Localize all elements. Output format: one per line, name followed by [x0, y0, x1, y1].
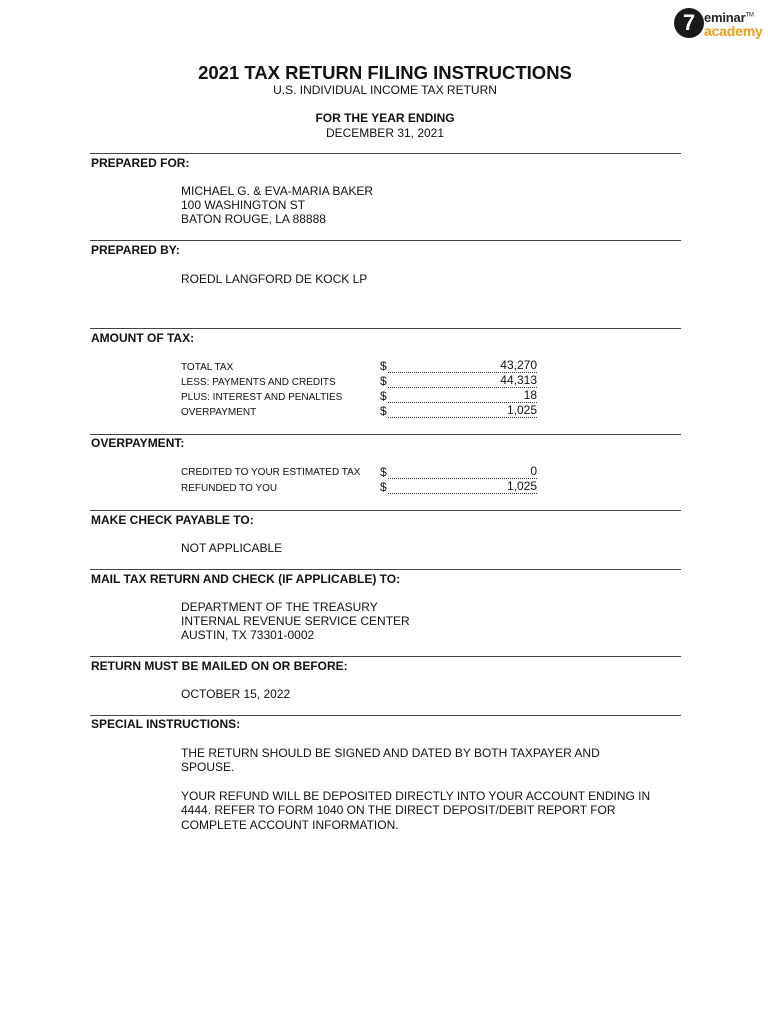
- amount-of-tax-heading: AMOUNT OF TAX:: [91, 331, 195, 345]
- document-subtitle: U.S. INDIVIDUAL INCOME TAX RETURN: [273, 83, 497, 97]
- currency-symbol: $: [380, 404, 387, 418]
- mail-to-line-2: INTERNAL REVENUE SERVICE CENTER: [181, 614, 410, 628]
- year-ending-heading: FOR THE YEAR ENDING: [315, 111, 455, 125]
- credited-estimated-label: CREDITED TO YOUR ESTIMATED TAX: [181, 467, 361, 478]
- section-divider: [90, 510, 681, 511]
- mail-by-heading: RETURN MUST BE MAILED ON OR BEFORE:: [91, 659, 348, 673]
- section-divider: [90, 153, 681, 154]
- check-payable-value: NOT APPLICABLE: [181, 541, 283, 555]
- taxpayer-name: MICHAEL G. & EVA-MARIA BAKER: [181, 184, 374, 198]
- seminar-academy-logo: [674, 8, 766, 40]
- currency-symbol: $: [380, 359, 387, 373]
- interest-penalties-value: 18: [388, 389, 537, 403]
- credited-estimated-value: 0: [388, 465, 537, 479]
- currency-symbol: $: [380, 480, 387, 494]
- overpayment-label: OVERPAYMENT: [181, 407, 257, 418]
- logo-word-top: eminar™: [704, 10, 754, 25]
- section-divider: [90, 715, 681, 716]
- refunded-value: 1,025: [388, 480, 537, 494]
- payments-credits-label: LESS: PAYMENTS AND CREDITS: [181, 377, 336, 388]
- special-instruction-signing: THE RETURN SHOULD BE SIGNED AND DATED BY BOTH TAXPAYER AND SPOUSE.: [181, 746, 600, 775]
- logo-trademark: TM: [745, 12, 754, 19]
- currency-symbol: $: [380, 374, 387, 388]
- currency-symbol: $: [380, 389, 387, 403]
- mail-to-heading: MAIL TAX RETURN AND CHECK (IF APPLICABLE) TO:: [91, 572, 401, 586]
- section-divider: [90, 569, 681, 570]
- prepared-for-heading: PREPARED FOR:: [91, 156, 190, 170]
- section-divider: [90, 434, 681, 435]
- currency-symbol: $: [380, 465, 387, 479]
- interest-penalties-label: PLUS: INTEREST AND PENALTIES: [181, 392, 343, 403]
- preparer-name: ROEDL LANGFORD DE KOCK LP: [181, 272, 368, 286]
- year-ending-date: DECEMBER 31, 2021: [325, 126, 445, 140]
- payments-credits-value: 44,313: [388, 374, 537, 388]
- special-instructions-heading: SPECIAL INSTRUCTIONS:: [91, 717, 241, 731]
- section-divider: [90, 328, 681, 329]
- taxpayer-street: 100 WASHINGTON ST: [181, 198, 306, 212]
- prepared-by-heading: PREPARED BY:: [91, 243, 180, 257]
- mail-to-line-1: DEPARTMENT OF THE TREASURY: [181, 600, 378, 614]
- refunded-label: REFUNDED TO YOU: [181, 483, 278, 494]
- mail-by-date: OCTOBER 15, 2022: [181, 687, 291, 701]
- total-tax-label: TOTAL TAX: [181, 362, 234, 373]
- overpayment-value: 1,025: [388, 404, 537, 418]
- check-payable-heading: MAKE CHECK PAYABLE TO:: [91, 513, 254, 527]
- mail-to-line-3: AUSTIN, TX 73301-0002: [181, 628, 315, 642]
- taxpayer-city: BATON ROUGE, LA 88888: [181, 212, 326, 226]
- overpayment-heading: OVERPAYMENT:: [91, 436, 185, 450]
- document-title: 2021 TAX RETURN FILING INSTRUCTIONS: [198, 62, 572, 83]
- logo-word-bottom: academy: [704, 23, 763, 39]
- special-instruction-deposit: YOUR REFUND WILL BE DEPOSITED DIRECTLY INTO YOUR ACCOUNT ENDING IN 4444. REFER TO FORM 1040 ON THE DIRECT DEPOSIT/DEBIT REPORT FOR COMPLETE ACCOUNT INFORMATION.: [181, 789, 651, 832]
- total-tax-value: 43,270: [388, 359, 537, 373]
- section-divider: [90, 656, 681, 657]
- section-divider: [90, 240, 681, 241]
- logo-numeral: 7: [674, 8, 704, 38]
